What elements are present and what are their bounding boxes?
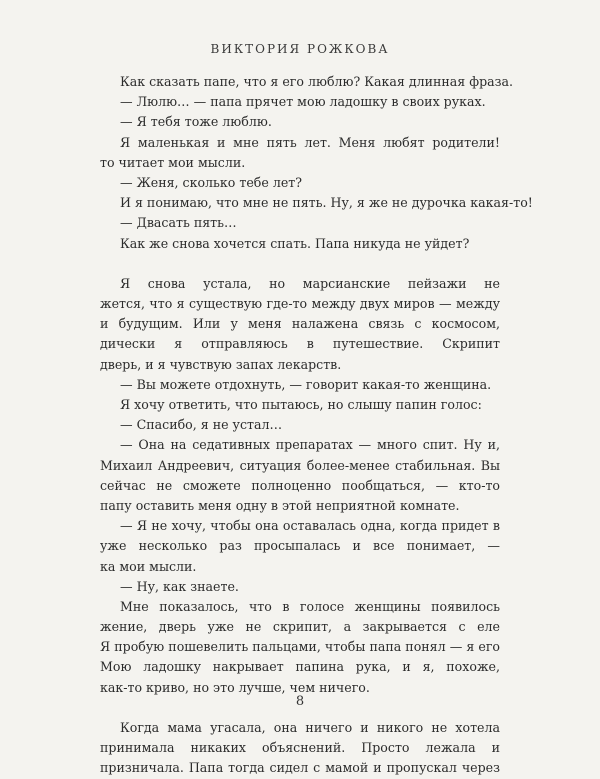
text-line: дверь, и я чувствую запах лекарств. xyxy=(100,356,342,372)
text-line: Я маленькая и мне пять лет. Меня любят родители! xyxy=(120,134,500,150)
text-line: Как сказать папе, что я его люблю? Какая длинная фраза. xyxy=(120,74,514,89)
text-line: — Ну, как знаете. xyxy=(120,578,239,594)
body-text xyxy=(100,72,533,779)
text-line: жется, что я существую где-то между двух миров — между xyxy=(100,296,500,312)
text-line: И я понимаю, что мне не пять. Ну, я же не дурочка какая-то! xyxy=(120,195,533,211)
text-line: призничала. Папа тогда сидел с мамой и пропускал через xyxy=(100,760,500,776)
text-line: Когда мама угасала, она ничего и никого не хотела xyxy=(120,720,500,735)
text-line: принимала никаких объяснений. Просто лежала и xyxy=(100,740,500,756)
running-header-author: ВИКТОРИЯ РОЖКОВА xyxy=(210,42,390,56)
text-line: и будущим. Или у меня налажена связь с космосом, xyxy=(100,316,500,332)
text-line: — Я тебя тоже люблю. xyxy=(120,114,272,130)
text-line: — Она на седативных препаратах — много спит. Ну и, xyxy=(120,437,500,453)
page-number: 8 xyxy=(295,694,305,709)
text-line: — Женя, сколько тебе лет? xyxy=(120,174,302,190)
text-line: — Спасибо, я не устал… xyxy=(120,417,283,433)
text-line: уже несколько раз просыпалась и все понимает, — xyxy=(100,538,500,554)
text-line: жение, дверь уже не скрипит, а закрывается с еле xyxy=(100,619,500,635)
text-line: — Вы можете отдохнуть, — говорит какая-то женщина. xyxy=(120,376,492,392)
text-line: дически я отправляюсь в путешествие. Скрипит xyxy=(100,336,500,352)
text-line: Я хочу ответить, что пытаюсь, но слышу папин голос: xyxy=(120,397,482,412)
text-line: как-то криво, но это лучше, чем ничего. xyxy=(100,679,370,695)
text-line: Я пробую пошевелить пальцами, чтобы папа понял — я его xyxy=(100,639,500,655)
text-line: Мою ладошку накрывает папина рука, и я, похоже, xyxy=(100,659,500,675)
text-line: ка мои мысли. xyxy=(100,558,197,574)
text-line: Я снова устала, но марсианские пейзажи не xyxy=(120,275,500,291)
text-line: — Я не хочу, чтобы она оставалась одна, когда придет в xyxy=(120,518,500,534)
text-line: — Люлю… — папа прячет мою ладошку в своих руках. xyxy=(120,94,486,110)
text-line: сейчас не сможете полноценно пообщаться, — кто-то xyxy=(100,477,500,493)
text-line: папу оставить меня одну в этой неприятной комнате. xyxy=(100,497,460,513)
text-line: то читает мои мысли. xyxy=(100,154,246,170)
paragraph-break xyxy=(100,254,500,274)
text-line: — Двасать пять… xyxy=(120,215,237,231)
text-line: Мне показалось, что в голосе женщины появилось xyxy=(120,598,500,614)
text-line: Как же снова хочется спать. Папа никуда не уйдет? xyxy=(120,235,470,251)
text-line: Михаил Андреевич, ситуация более-менее стабильная. Вы xyxy=(100,457,500,473)
